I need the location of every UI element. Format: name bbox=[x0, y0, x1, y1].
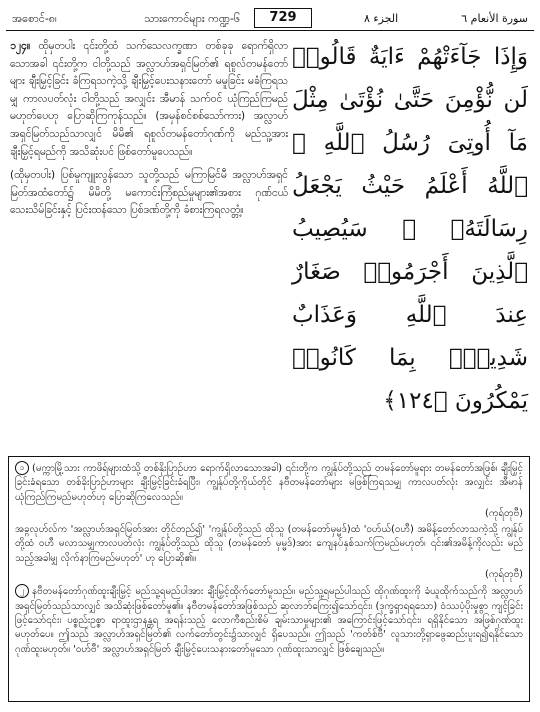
page-number: 729 bbox=[254, 8, 312, 28]
juz-label: الجزء ٨ bbox=[364, 12, 399, 25]
footnote-3 bbox=[15, 584, 523, 656]
footnote-1 bbox=[15, 461, 523, 505]
translation-column bbox=[10, 38, 288, 226]
volume-label: အစောင်-၈၊ bbox=[12, 12, 57, 25]
footnotes-box bbox=[8, 456, 530, 702]
footnote-1-text: (မက္ကာမြို့သား ကာဖိရ်များထံသို့ တစ်နိုးပြာဥ်ဟာ ရောက်ရှိလာသောအခါ) ၎င်းတို့က ကျွန်ုပ်တို့သည် တမန်တော်မူရား တမန်တော်အဖြစ်၊ ချီးမြှင့်ခြင်းခံရသော တစ်ခိုးပြာဥ်ဟာများ ချီးမြှင့်ခြင်းခံရပြီး၊ ကျွန်ုပ်တို့ကိုယ်တိုင် နဗီတမန်တော်များ မဖြစ်ကြရသမျှ ကာလပတ်လုံး အလျှင်း အီမာန်ယုံကြည်ကြမည်မဟုတ်ဟု ပြောဆိုကြလေသည်။ bbox=[15, 463, 523, 503]
section-label: သားကောင်များ ကဏ္ဍ-၆ bbox=[144, 12, 241, 25]
arabic-verse: وَإِذَا جَآءَتْهُمْ ءَايَةٌ قَالُوا۟ لَن نُّؤْمِنَ حَتَّىٰ نُؤْتَىٰ مِثْلَ مَآ أُوتِىَ رُسُلُ ٱللَّهِ ۘ ٱللَّهُ أَعْلَمُ حَيْثُ يَجْعَلُ رِسَالَتَهُۥ ۗ سَيُصِيبُ ٱلَّذِينَ أَجْرَمُوا۟ صَغَارٌ عِندَ ٱللَّهِ وَعَذَابٌ شَدِيدٌۢ بِمَا كَانُوا۟ يَمْكُرُونَ ﴿١٢٤﴾ bbox=[292, 44, 528, 414]
footnote-1-source: (ကုရ်တုဗီ) bbox=[485, 507, 523, 519]
page-header bbox=[6, 6, 534, 31]
translation-text-1: ထိုမှတပါး ၎င်းတို့ထံ သက်သေလက္ခဏာ တစ်ခုခု ရောက်ရှိလာသောအခါ ၎င်းတို့က ငါတို့သည် အလ္လာဟ်အရှင်မြတ်၏ ရစူလ်တမန်တော်များ ချီးမြှင့်ခြင်း ခံကြရသကဲ့သို့ ချီးမြှင့်ပေးသနားတော် မမူခြင်း မခံကြရသမျှ ကာလပတ်လုံး ငါတို့သည် အလျှင်း အီမာန် သက်ဝင် ယုံကြည်ကြမည်မဟုတ်ပေဟု ပြောဆိုကြကုန်သည်။ (အမှန်စင်စစ်သော်ကား) အလ္လာဟ်အရှင်မြတ်သည်သာလျှင် မိမိ၏ ရစူလ်တမန်တော်ဂုဏ်ကို မည်သူ့အား ချီးမြှင့်ရမည်ကို အသိဆုံးပင် ဖြစ်တော်မူပေသည်။ bbox=[10, 40, 288, 158]
translation-paragraph-2 bbox=[10, 167, 288, 220]
verse-number: ၁၂၄။ bbox=[10, 40, 31, 52]
surah-label: سورة الأنعام ٦ bbox=[461, 12, 528, 25]
translation-paragraph-1 bbox=[10, 38, 288, 161]
footnote-3-text: နဗီတမန်တော်ဂုဏ်ထူးချီးမြှင့် မည်သူ့ရမည်ပါအား ချီးမြှင့်ထိုက်တော်မူသည်။ မည်သူ့ရမည်ပါသည် ထိုဂုဏ်ထူးကို ခံယူထိုက်သည်ကို အလ္လာဟ်အရှင်မြတ်သည်သာလျှင် အသိဆုံးဖြစ်တော်မူ၏။ နဗီတမန်တော်အဖြစ်သည် ဆုလာဘ်ကြေး၍သော်၎င်း၊ (ဒုက္ခရှာရရသော) ဝံဿပံ့ပိုးမှုစွာ ကျင့်ခြင်းဖြင့်သော်၎င်း၊ ပစ္စည်းဥစ္စာ ရာထူးဌာနန္တရ အရန်းသည့် လောကီစည်းစိမ် ချမ်းသာမှုများ၏ အကြောင်းဖြင့်သော်၎င်း၊ ရရှိနိုင်သော အဖြစ်ဂုဏ်ထူးမဟုတ်ပေ။ ဤသည် အလ္လာဟ်အရှင်မြတ်၏ လက်တော်တွင်း၌သာလျှင် ရှိပေသည်။ ဤသည် 'ကတ်စ်ဗီ' လူသားတို့ရှာဖွေဆည်းပူးရ၍ရနိုင်သော ဂုဏ်ထူးမဟုတ်။ 'ဝဟ်ဗီ' အလ္လာဟ်အရှင်မြတ် ချီးမြှင့်ပေးသနားတော်မူသော ဂုဏ်ထူးသာလျှင် ဖြစ်ချေသည်။ bbox=[15, 586, 523, 655]
footnote-1-mark: ၁ bbox=[15, 461, 29, 475]
translation-text-2: (ထိုမှတပါး) ပြစ်မှုကျူးလွန်သော သူတို့သည် မကြာမြင်မီ အလ္လာဟ်အရှင်မြတ်အထံတော်၌ မိမိတို့ မကောင်းကြံစည်မှုများ၏အစား ဂုဏ်ငယ်သေးသိမ်ခြင်းနှင့် ပြင်းထန်သော ပြစ်ဒဏ်တို့ကို ခံစားကြရလတ္တံ့။ bbox=[10, 169, 288, 217]
footnote-3-mark: ၂ bbox=[15, 584, 29, 598]
footnote-2-source: (ကုရ်တုဗီ) bbox=[485, 569, 523, 581]
footnote-2-text: အခ္ဂလုဟ်လ်က 'အလ္လာဟ်အရှင်မြတ်အား တိုင်တည်၍' 'ကျွန်ုပ်တို့သည် ထိုသူ (တမန်တော်မှမ္မဒ်)ထံ 'ဝဟ်ယ်(ဝဟီ) အမိန့်တော်လာသကဲ့သို့ ကျွန်ုပ်တို့ထံ ဝဟီ မလာသမျှကာလပတ်လုံး ကျွန်ုပ်တို့သည် ထိုသူ (တမန်တော် မှမ္မဒ်)အား ကျေနပ်နှစ်သက်ကြမည်မဟုတ်၊ ၎င်း၏အမိန့်ကိုလည်း မည်သည့်အခါမျှ လိုက်နာကြမည်မဟုတ်' ဟု ပြောဆို၏။ bbox=[15, 524, 523, 564]
footnote-2 bbox=[15, 523, 523, 566]
